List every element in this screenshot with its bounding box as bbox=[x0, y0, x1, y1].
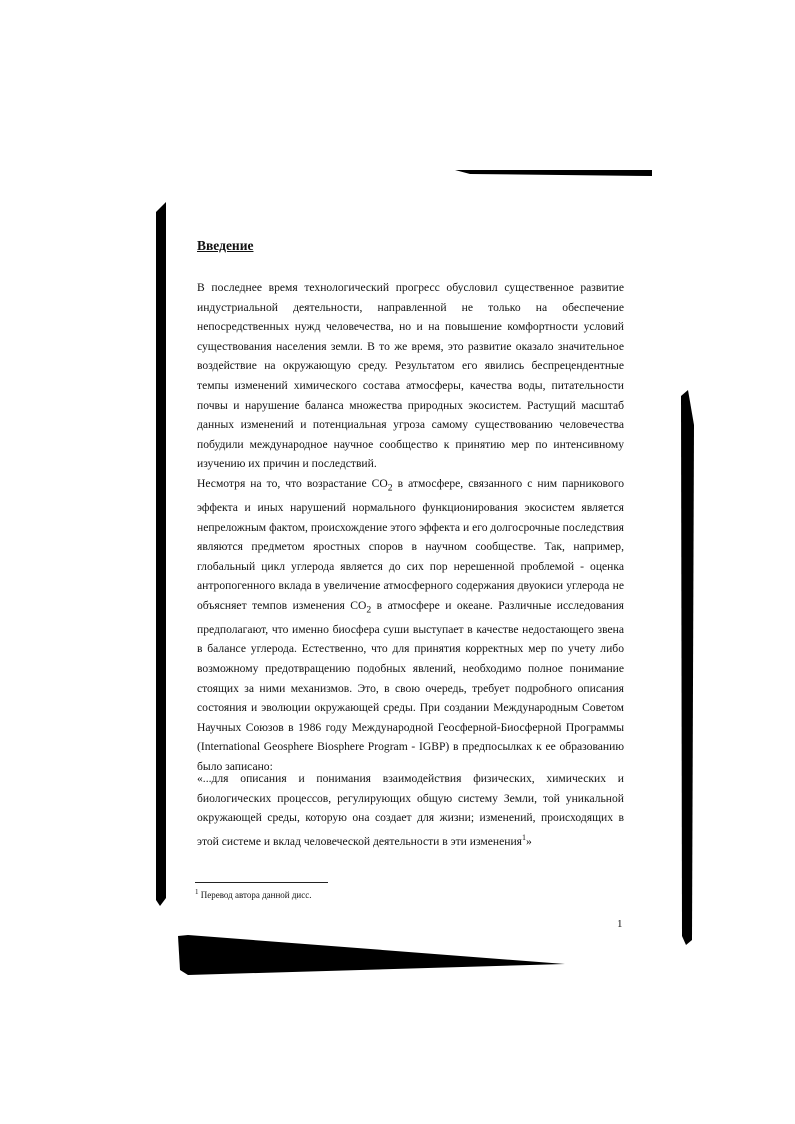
quote-text: «...для описания и понимания взаимодействия физических, химических и биологических процессов, регулирующих общую систему Земли, той уникальной окружающей среды, которую она создает для жизни; изменений, происходящих в этой системе и вклад человеческой деятельности в эти изменения bbox=[197, 772, 624, 848]
subscript-2: 2 bbox=[366, 604, 372, 616]
paragraph-quote bbox=[197, 769, 624, 851]
footnote-marker: 1 bbox=[195, 888, 199, 896]
page-number: 1 bbox=[617, 918, 623, 930]
paragraph-co2-part-2: в атмосфере, связанного с ним парникового эффекта и иных нарушений нормального функционирования экосистем является непреложным фактом, происхождение этого эффекта и его долгосрочные последствия являются предметом яростных споров в научном сообществе. Так, например, глобальный цикл углерода является до сих пор нерешенной проблемой - оценка антропогенного вклада в увеличение атмосферного содержания двуокиси углерода не объясняет темпов изменения CO bbox=[197, 477, 624, 612]
right-edge-shadow bbox=[681, 390, 694, 945]
paragraph-co2-part-3: в атмосфере и океане. Различные исследования предполагают, что именно биосфера суши выступает в качестве недостающего звена в балансе углерода. Естественно, что для принятия корректных мер по учету либо возможному предотвращению подобных явлений, необходимо полное понимание стоящих за ними механизмов. Это, в свою очередь, требует подробного описания состояния и эволюции окружающей среды. При создании Международным Советом Научных Союзов в 1986 году Международной Геосферной-Биосферной Программы (International Geosphere Biosphere Program - IGBP) в предпосылках к ее образованию было записано: bbox=[197, 598, 624, 773]
footnote-text: Перевод автора данной дисс. bbox=[198, 890, 312, 900]
top-edge-shadow bbox=[455, 170, 652, 176]
section-heading: Введение bbox=[197, 238, 254, 253]
left-edge-shadow bbox=[156, 202, 166, 906]
paragraph-co2 bbox=[197, 474, 624, 777]
quote-close: » bbox=[525, 834, 532, 848]
footnote-separator bbox=[195, 882, 328, 883]
paragraph-co2-part-1: Несмотря на то, что возрастание CO bbox=[197, 477, 388, 490]
bottom-edge-shadow bbox=[178, 935, 565, 975]
footnote bbox=[195, 888, 311, 900]
paragraph-intro: В последнее время технологический прогресс обусловил существенное развитие индустриальной деятельности, направленной не только на обеспечение непосредственных нужд человечества, но и на повышение комфортности условий существования населения земли. В то же время, это развитие оказало значительное воздействие на окружающую среду. Результатом его явились беспрецендентные темпы изменений химического состава атмосферы, качества воды, питательности почвы и нарушение баланса множества природных экосистем. Растущий масштаб данных изменений и потенциальная угроза самому существованию человечества побудили международное научное сообщество к принятию мер по интенсивному изучению их причин и последствий. bbox=[197, 281, 624, 471]
subscript-2: 2 bbox=[387, 482, 393, 494]
footnote-reference: 1 bbox=[521, 832, 526, 842]
